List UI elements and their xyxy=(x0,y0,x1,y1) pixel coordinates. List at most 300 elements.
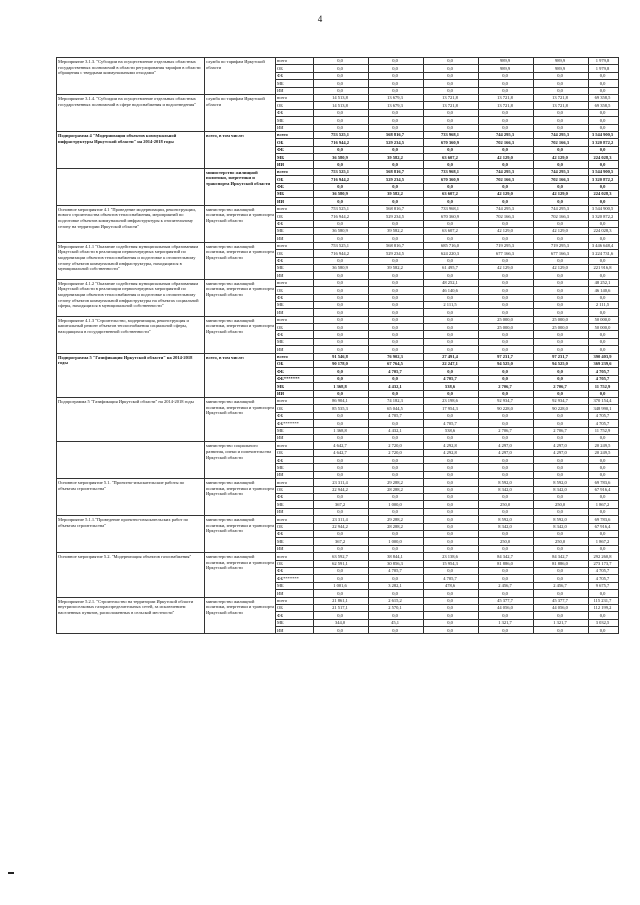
amount-cell: 0,0 xyxy=(589,590,619,597)
amount-cell: 0,0 xyxy=(369,471,424,478)
amount-cell: 0,0 xyxy=(424,545,479,552)
amount-cell: 90 228,0 xyxy=(534,405,589,412)
amount-cell: 0,0 xyxy=(314,117,369,124)
amount-cell: 67 764,5 xyxy=(369,361,424,368)
amount-cell: 624 220,3 xyxy=(424,250,479,257)
amount-cell: 0,0 xyxy=(314,58,369,65)
amount-cell: 0,0 xyxy=(314,80,369,87)
amount-cell: 4 292,8 xyxy=(424,449,479,456)
amount-cell: 0,0 xyxy=(479,279,534,286)
funding-source-cell: всего xyxy=(276,279,314,286)
amount-cell: 0,0 xyxy=(314,65,369,72)
amount-cell: 0,0 xyxy=(534,375,589,382)
amount-cell: 716 944,2 xyxy=(314,176,369,183)
amount-cell: 11 752,9 xyxy=(589,383,619,390)
funding-source-cell: всего xyxy=(276,442,314,449)
amount-cell: 0,0 xyxy=(314,257,369,264)
amount-cell: 0,0 xyxy=(424,346,479,353)
amount-cell: 27 491,4 xyxy=(424,353,479,360)
funding-source-cell: всего xyxy=(276,242,314,249)
amount-cell: 568 816,7 xyxy=(369,131,424,138)
amount-cell: 48 252,1 xyxy=(424,279,479,286)
amount-cell: 0,0 xyxy=(479,471,534,478)
funding-source-cell: МБ xyxy=(276,264,314,271)
amount-cell: 1 321,7 xyxy=(534,619,589,626)
amount-cell: 0,0 xyxy=(424,531,479,538)
amount-cell: 4 705,7 xyxy=(424,575,479,582)
amount-cell: 273 173,7 xyxy=(589,560,619,567)
amount-cell: 0,0 xyxy=(314,567,369,574)
amount-cell: 0,0 xyxy=(479,287,534,294)
funding-source-cell: МБ xyxy=(276,191,314,198)
amount-cell: 702 166,3 xyxy=(479,213,534,220)
activity-description: Мероприятие 3.1.4. "Субсидии на осуществление отдельных областных государственных полномочий в сфере водоснабжения и водоотведения" xyxy=(57,94,205,131)
amount-cell: 0,0 xyxy=(589,183,619,190)
amount-cell: 4 705,7 xyxy=(424,420,479,427)
amount-cell: 0,0 xyxy=(424,471,479,478)
amount-cell: 702 166,3 xyxy=(479,139,534,146)
amount-cell: 0,0 xyxy=(589,390,619,397)
amount-cell: 42 129,0 xyxy=(479,227,534,234)
amount-cell: 4 705,7 xyxy=(369,368,424,375)
funding-source-cell: ОБ xyxy=(276,405,314,412)
amount-cell: 0,0 xyxy=(424,161,479,168)
amount-cell: 0,0 xyxy=(314,287,369,294)
amount-cell: 0,0 xyxy=(369,309,424,316)
amount-cell: 0,0 xyxy=(314,412,369,419)
amount-cell: 0,0 xyxy=(534,87,589,94)
amount-cell: 0,0 xyxy=(369,65,424,72)
amount-cell: 0,0 xyxy=(369,235,424,242)
funding-source-cell: ОБ xyxy=(276,102,314,109)
amount-cell: 744 295,3 xyxy=(479,131,534,138)
amount-cell: 0,0 xyxy=(424,523,479,530)
amount-cell: 0,0 xyxy=(589,198,619,205)
amount-cell: 0,0 xyxy=(534,235,589,242)
amount-cell: 21 517,1 xyxy=(314,604,369,611)
funding-source-cell: ИИ xyxy=(276,235,314,242)
funding-source-cell: ФБ******* xyxy=(276,575,314,582)
amount-cell: 0,0 xyxy=(534,146,589,153)
amount-cell: 0,0 xyxy=(369,346,424,353)
amount-cell: 20 249,5 xyxy=(589,449,619,456)
amount-cell: 13 721,8 xyxy=(534,102,589,109)
amount-cell: 0,0 xyxy=(479,575,534,582)
amount-cell: 0,0 xyxy=(534,338,589,345)
amount-cell: 1 867,2 xyxy=(589,538,619,545)
funding-source-cell: ИИ xyxy=(276,161,314,168)
amount-cell: 42 129,0 xyxy=(534,154,589,161)
funding-source-cell: ФБ xyxy=(276,567,314,574)
amount-cell: 0,0 xyxy=(314,531,369,538)
amount-cell: 716 944,2 xyxy=(314,250,369,257)
amount-cell: 0,0 xyxy=(589,161,619,168)
amount-cell: 0,0 xyxy=(314,627,369,634)
amount-cell: 0,0 xyxy=(369,545,424,552)
amount-cell: 4 705,7 xyxy=(589,575,619,582)
amount-cell: 0,0 xyxy=(589,294,619,301)
amount-cell: 0,0 xyxy=(479,331,534,338)
amount-cell: 0,0 xyxy=(314,183,369,190)
funding-source-cell: ФБ xyxy=(276,457,314,464)
activity-description xyxy=(57,168,205,205)
amount-cell: 23 198,6 xyxy=(424,397,479,404)
amount-cell: 0,0 xyxy=(369,494,424,501)
table-row xyxy=(57,205,619,212)
amount-cell: 744 295,3 xyxy=(479,205,534,212)
amount-cell: 0,0 xyxy=(369,331,424,338)
amount-cell: 63 607,2 xyxy=(424,227,479,234)
amount-cell: 0,0 xyxy=(534,627,589,634)
amount-cell: 0,0 xyxy=(314,87,369,94)
amount-cell: 69 358,5 xyxy=(589,102,619,109)
amount-cell: 4 297,0 xyxy=(479,442,534,449)
amount-cell: 0,0 xyxy=(424,220,479,227)
table-row xyxy=(57,242,619,249)
amount-cell: 0,0 xyxy=(479,368,534,375)
executor-cell: министерство жилищной политики, энергетики и транспорта Иркутской области xyxy=(205,168,276,205)
amount-cell: 0,0 xyxy=(369,575,424,582)
amount-cell: 4 705,7 xyxy=(589,368,619,375)
amount-cell: 0,0 xyxy=(534,567,589,574)
funding-source-cell: ОБ xyxy=(276,604,314,611)
amount-cell: 0,0 xyxy=(314,220,369,227)
amount-cell: 292 260,8 xyxy=(589,553,619,560)
amount-cell: 3 320 872,2 xyxy=(589,139,619,146)
amount-cell: 250,0 xyxy=(534,501,589,508)
funding-source-cell: ИИ xyxy=(276,434,314,441)
amount-cell: 28 288,2 xyxy=(369,523,424,530)
activity-description: Мероприятие 3.1.3. "Субсидии на осуществление отдельных областных государственных полномочий в области регулирования тарифов в области обращения с твердыми коммунальными отходами" xyxy=(57,58,205,95)
amount-cell: 3 544 900,5 xyxy=(589,168,619,175)
table-row xyxy=(57,597,619,604)
amount-cell: 0,0 xyxy=(534,494,589,501)
amount-cell: 0,0 xyxy=(479,309,534,316)
amount-cell: 0,0 xyxy=(534,183,589,190)
amount-cell: 0,0 xyxy=(424,590,479,597)
amount-cell: 0,0 xyxy=(369,198,424,205)
amount-cell: 0,0 xyxy=(369,220,424,227)
amount-cell: 0,0 xyxy=(424,331,479,338)
amount-cell: 0,0 xyxy=(534,575,589,582)
executor-cell: министерство жилищной политики, энергетики и транспорта Иркутской области xyxy=(205,205,276,242)
funding-source-cell: ОБ xyxy=(276,250,314,257)
amount-cell: 0,0 xyxy=(314,508,369,515)
amount-cell: 29 288,2 xyxy=(369,479,424,486)
funding-source-cell: ИИ xyxy=(276,198,314,205)
funding-source-cell: всего xyxy=(276,131,314,138)
amount-cell: 367,2 xyxy=(314,501,369,508)
amount-cell: 538,6 xyxy=(424,427,479,434)
amount-cell: 0,0 xyxy=(424,324,479,331)
amount-cell: 0,0 xyxy=(314,294,369,301)
amount-cell: 44 056,0 xyxy=(534,604,589,611)
amount-cell: 0,0 xyxy=(589,109,619,116)
amount-cell: 0,0 xyxy=(369,279,424,286)
amount-cell: 8 592,0 xyxy=(534,516,589,523)
amount-cell: 14 513,8 xyxy=(314,94,369,101)
amount-cell: 92 934,7 xyxy=(479,397,534,404)
funding-source-cell: ОБ xyxy=(276,361,314,368)
amount-cell: 4 432,1 xyxy=(369,427,424,434)
amount-cell: 0,0 xyxy=(369,324,424,331)
amount-cell: 4 642,7 xyxy=(314,442,369,449)
amount-cell: 0,0 xyxy=(424,434,479,441)
amount-cell: 716 944,2 xyxy=(314,139,369,146)
amount-cell: 0,0 xyxy=(314,161,369,168)
funding-source-cell: МБ xyxy=(276,154,314,161)
amount-cell: 0,0 xyxy=(369,434,424,441)
amount-cell: 250,0 xyxy=(534,538,589,545)
funding-source-cell: всего xyxy=(276,516,314,523)
amount-cell: 0,0 xyxy=(534,279,589,286)
funding-source-cell: МБ xyxy=(276,227,314,234)
amount-cell: 0,0 xyxy=(314,457,369,464)
amount-cell: 0,0 xyxy=(479,627,534,634)
amount-cell: 0,0 xyxy=(479,545,534,552)
amount-cell: 62 591,1 xyxy=(314,560,369,567)
amount-cell: 0,0 xyxy=(369,80,424,87)
amount-cell: 0,0 xyxy=(589,434,619,441)
amount-cell: 13 679,3 xyxy=(369,94,424,101)
amount-cell: 0,0 xyxy=(479,420,534,427)
amount-cell: 0,0 xyxy=(534,346,589,353)
amount-cell: 84 342,7 xyxy=(534,553,589,560)
amount-cell: 0,0 xyxy=(424,146,479,153)
amount-cell: 0,0 xyxy=(479,390,534,397)
amount-cell: 0,0 xyxy=(534,72,589,79)
amount-cell: 0,0 xyxy=(424,567,479,574)
amount-cell: 0,0 xyxy=(589,309,619,316)
table-row xyxy=(57,168,619,175)
amount-cell: 0,0 xyxy=(424,117,479,124)
amount-cell: 0,0 xyxy=(369,338,424,345)
amount-cell: 0,0 xyxy=(424,464,479,471)
amount-cell: 74 182,3 xyxy=(369,397,424,404)
amount-cell: 4 705,7 xyxy=(589,412,619,419)
funding-source-cell: ИИ xyxy=(276,272,314,279)
amount-cell: 42 129,0 xyxy=(534,191,589,198)
amount-cell: 989,9 xyxy=(479,65,534,72)
amount-cell: 0,0 xyxy=(424,501,479,508)
funding-source-cell: ФБ xyxy=(276,146,314,153)
amount-cell: 0,0 xyxy=(369,287,424,294)
amount-cell: 45,1 xyxy=(369,619,424,626)
amount-cell: 97 231,7 xyxy=(479,353,534,360)
executor-cell: министерство жилищной политики, энергетики и транспорта Иркутской области xyxy=(205,553,276,597)
amount-cell: 61 495,7 xyxy=(424,264,479,271)
amount-cell: 0,0 xyxy=(369,420,424,427)
amount-cell: 0,0 xyxy=(479,220,534,227)
amount-cell: 0,0 xyxy=(314,72,369,79)
amount-cell: 0,0 xyxy=(479,346,534,353)
amount-cell: 30 856,3 xyxy=(369,560,424,567)
amount-cell: 0,0 xyxy=(589,346,619,353)
amount-cell: 3 544 900,5 xyxy=(589,131,619,138)
amount-cell: 46 140,6 xyxy=(424,287,479,294)
amount-cell: 0,0 xyxy=(479,183,534,190)
funding-source-cell: всего xyxy=(276,397,314,404)
amount-cell: 1 979,8 xyxy=(589,65,619,72)
amount-cell: 2 615,2 xyxy=(369,597,424,604)
amount-cell: 28 288,2 xyxy=(369,486,424,493)
funding-source-cell: ФБ xyxy=(276,183,314,190)
amount-cell: 21 861,1 xyxy=(314,597,369,604)
amount-cell: 0,0 xyxy=(479,434,534,441)
amount-cell: 97 231,7 xyxy=(534,353,589,360)
amount-cell: 4 705,7 xyxy=(369,567,424,574)
funding-source-cell: всего xyxy=(276,205,314,212)
amount-cell: 17 954,3 xyxy=(424,405,479,412)
amount-cell: 0,0 xyxy=(479,464,534,471)
amount-cell: 50 000,0 xyxy=(589,324,619,331)
amount-cell: 0,0 xyxy=(424,368,479,375)
amount-cell: 0,0 xyxy=(534,390,589,397)
funding-source-cell: ФБ xyxy=(276,220,314,227)
amount-cell: 0,0 xyxy=(369,87,424,94)
amount-cell: 0,0 xyxy=(369,375,424,382)
amount-cell: 1 321,7 xyxy=(479,619,534,626)
amount-cell: 0,0 xyxy=(424,494,479,501)
amount-cell: 0,0 xyxy=(314,471,369,478)
executor-cell: министерство жилищной политики, энергетики и транспорта Иркутской области xyxy=(205,597,276,634)
amount-cell: 0,0 xyxy=(424,109,479,116)
amount-cell: 0,0 xyxy=(424,87,479,94)
funding-source-cell: МБ xyxy=(276,582,314,589)
funding-source-cell: ИИ xyxy=(276,124,314,131)
amount-cell: 0,0 xyxy=(479,80,534,87)
funding-source-cell: ФБ xyxy=(276,331,314,338)
amount-cell: 13 721,8 xyxy=(479,102,534,109)
amount-cell: 0,0 xyxy=(314,338,369,345)
amount-cell: 753 525,1 xyxy=(314,242,369,249)
funding-source-cell: ОБ xyxy=(276,213,314,220)
amount-cell: 81 886,0 xyxy=(534,560,589,567)
amount-cell: 4 642,7 xyxy=(314,449,369,456)
amount-cell: 0,0 xyxy=(314,612,369,619)
amount-cell: 0,0 xyxy=(534,198,589,205)
table-row xyxy=(57,353,619,360)
amount-cell: 224 028,3 xyxy=(589,227,619,234)
amount-cell: 2 456,7 xyxy=(534,582,589,589)
amount-cell: 989,9 xyxy=(479,58,534,65)
amount-cell: 0,0 xyxy=(479,87,534,94)
amount-cell: 348 990,1 xyxy=(589,405,619,412)
amount-cell: 702 166,3 xyxy=(534,213,589,220)
amount-cell: 0,0 xyxy=(534,434,589,441)
amount-cell: 0,0 xyxy=(369,146,424,153)
amount-cell: 84 342,7 xyxy=(479,553,534,560)
amount-cell: 0,0 xyxy=(534,412,589,419)
funding-source-cell: МБ xyxy=(276,501,314,508)
amount-cell: 4 292,8 xyxy=(424,442,479,449)
amount-cell: 0,0 xyxy=(589,457,619,464)
amount-cell: 0,0 xyxy=(314,146,369,153)
amount-cell: 538,6 xyxy=(424,383,479,390)
amount-cell: 0,0 xyxy=(534,124,589,131)
funding-source-cell: МБ xyxy=(276,383,314,390)
amount-cell: 677 166,3 xyxy=(534,250,589,257)
funding-source-cell: ОБ xyxy=(276,324,314,331)
executor-cell: министерство жилищной политики, энергетики и транспорта Иркутской области xyxy=(205,242,276,279)
executor-cell: министерство социального развития, опеки и попечительства Иркутской области xyxy=(205,442,276,479)
amount-cell: 29 288,2 xyxy=(369,516,424,523)
amount-cell: 0,0 xyxy=(369,183,424,190)
amount-cell: 0,0 xyxy=(589,464,619,471)
amount-cell: 390 403,9 xyxy=(589,353,619,360)
activity-description: Мероприятие 4.1.3 "Строительство, модернизация, реконструкция и капитальный ремонт объектов теплоснабжения социальной сферы, находящихся в государственной собственности" xyxy=(57,316,205,353)
amount-cell: 0,0 xyxy=(534,161,589,168)
amount-cell: 0,0 xyxy=(314,434,369,441)
amount-cell: 0,0 xyxy=(369,58,424,65)
funding-source-cell: ФБ xyxy=(276,109,314,116)
amount-cell: 0,0 xyxy=(589,235,619,242)
table-row xyxy=(57,94,619,101)
amount-cell: 224 028,3 xyxy=(589,191,619,198)
amount-cell: 11 752,9 xyxy=(589,427,619,434)
amount-cell: 0,0 xyxy=(369,124,424,131)
funding-source-cell: ИИ xyxy=(276,390,314,397)
activity-description xyxy=(57,442,205,479)
amount-cell: 0,0 xyxy=(314,464,369,471)
amount-cell: 0,0 xyxy=(424,619,479,626)
amount-cell: 36 580,9 xyxy=(314,154,369,161)
amount-cell: 0,0 xyxy=(479,272,534,279)
amount-cell: 0,0 xyxy=(534,272,589,279)
amount-cell: 4 297,0 xyxy=(534,449,589,456)
amount-cell: 4 297,0 xyxy=(479,449,534,456)
amount-cell: 702 166,3 xyxy=(534,139,589,146)
amount-cell: 13 679,3 xyxy=(369,102,424,109)
amount-cell: 677 166,3 xyxy=(479,250,534,257)
activity-description: Мероприятие 4.1.2 "Оказание содействия муниципальным образованиям Иркутской области в реализации первоочередных мероприятий по модернизации объектов теплоснабжения и подготовке к отопительному сезону объектов коммунальной инфраструктуры на объектах социальной сферы, находящихся в муниципальной собственности" xyxy=(57,279,205,316)
amount-cell: 3 446 648,4 xyxy=(589,242,619,249)
amount-cell: 8 342,0 xyxy=(479,486,534,493)
amount-cell: 0,0 xyxy=(479,294,534,301)
amount-cell: 39 582,2 xyxy=(369,264,424,271)
amount-cell: 0,0 xyxy=(589,627,619,634)
amount-cell: 22 944,2 xyxy=(314,486,369,493)
funding-source-cell: МБ xyxy=(276,338,314,345)
amount-cell: 0,0 xyxy=(314,545,369,552)
amount-cell: 0,0 xyxy=(369,117,424,124)
page-edge-mark xyxy=(8,872,14,874)
amount-cell: 0,0 xyxy=(589,124,619,131)
amount-cell: 685 716,0 xyxy=(424,242,479,249)
amount-cell: 0,0 xyxy=(369,272,424,279)
amount-cell: 0,0 xyxy=(479,198,534,205)
funding-source-cell: ИИ xyxy=(276,87,314,94)
funding-source-cell: ФБ xyxy=(276,531,314,538)
amount-cell: 0,0 xyxy=(589,117,619,124)
amount-cell: 1 368,8 xyxy=(314,427,369,434)
amount-cell: 69 783,6 xyxy=(589,516,619,523)
amount-cell: 0,0 xyxy=(424,390,479,397)
amount-cell: 670 360,9 xyxy=(424,139,479,146)
amount-cell: 0,0 xyxy=(479,124,534,131)
amount-cell: 744 295,3 xyxy=(534,168,589,175)
amount-cell: 0,0 xyxy=(534,464,589,471)
amount-cell: 22 944,2 xyxy=(314,523,369,530)
amount-cell: 39 582,2 xyxy=(369,227,424,234)
funding-source-cell: ОБ xyxy=(276,287,314,294)
amount-cell: 22 247,1 xyxy=(424,361,479,368)
activity-description: Мероприятие 5.1.1."Проведение проектно-изыскательских работ по объектам строительства" xyxy=(57,516,205,553)
amount-cell: 0,0 xyxy=(479,612,534,619)
table-row xyxy=(57,442,619,449)
funding-source-cell: всего xyxy=(276,94,314,101)
activity-description: Подпрограмма 5 "Газификация Иркутской области" на 2014-2018 годы xyxy=(57,353,205,397)
